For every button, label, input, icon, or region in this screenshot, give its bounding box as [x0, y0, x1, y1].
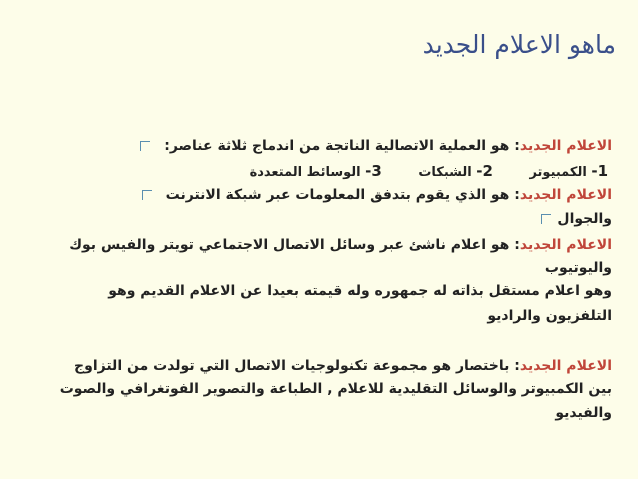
- para1-definition: : هو العملية الاتصالية الناتجة من اندماج ثلاثة عناصر:: [164, 138, 520, 154]
- para3-line1: [69, 236, 612, 254]
- para3-term: الاعلام الجديد: [519, 237, 612, 253]
- para3-line3: وهو اعلام مستقل بذاته له جمهوره وله قيمته بعيدا عن الاعلام القديم وهو: [108, 283, 612, 299]
- para1-line1: [140, 137, 612, 155]
- bullet-marker-icon: [142, 190, 152, 200]
- para2-line1: [142, 186, 612, 204]
- bullet-marker-icon: [541, 214, 551, 224]
- item-computer: 1- الكمبيوتر: [529, 162, 608, 180]
- para1-items: [218, 162, 608, 182]
- item-networks: 2- الشبكات: [418, 162, 493, 180]
- slide-title: ماهو الاعلام الجديد: [422, 30, 616, 59]
- para3-line2: واليوتيوب: [544, 260, 612, 276]
- bullet-marker-icon: [140, 141, 150, 151]
- para4-definition: : باختصار هو مجموعة تكنولوجيات الاتصال التي تولدت من التزاوج: [74, 358, 520, 374]
- para4-line3: والفيديو: [555, 405, 612, 421]
- para3-definition: : هو اعلام ناشئ عبر وسائل الاتصال الاجتماعي تويتر والفيس بوك: [69, 237, 520, 253]
- para4-line1: [74, 357, 612, 375]
- item-multimedia: 3- الوسائط المتعددة: [249, 162, 382, 180]
- para2-definition: : هو الذي يقوم بتدفق المعلومات عبر شبكة الانترنت: [165, 187, 520, 203]
- para1-term: الاعلام الجديد: [519, 138, 612, 154]
- para2-line2: والجوال: [541, 210, 612, 228]
- para4-term: الاعلام الجديد: [519, 358, 612, 374]
- para4-line2: بين الكمبيوتر والوسائل التقليدية للاعلام , الطباعة والتصوير الفوتغرافي والصوت: [59, 381, 612, 397]
- para3-line4: التلفزيون والراديو: [487, 308, 612, 324]
- para2-term: الاعلام الجديد: [519, 187, 612, 203]
